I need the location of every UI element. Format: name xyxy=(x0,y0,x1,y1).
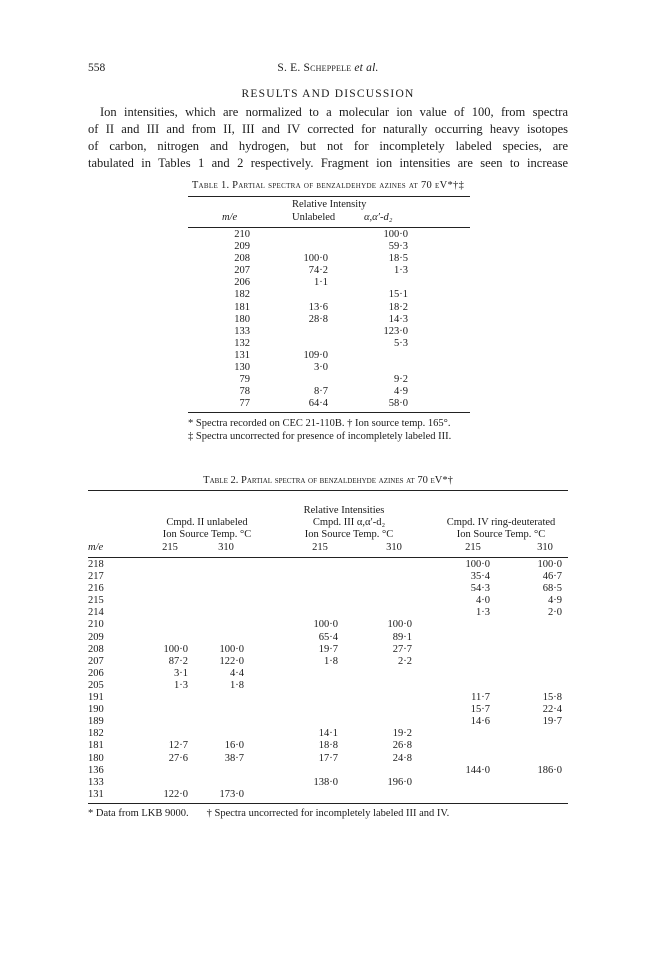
page-number: 558 xyxy=(88,62,106,74)
table-cell-me: 79 xyxy=(239,374,250,386)
table-cell: 186·0 xyxy=(537,764,562,776)
table-cell-me: 180 xyxy=(234,313,250,325)
table-cell: 58·0 xyxy=(388,398,408,410)
table-row xyxy=(188,229,470,241)
table-row xyxy=(88,692,568,704)
table-row xyxy=(188,374,470,386)
table-row xyxy=(88,571,568,583)
table-cell-me: 180 xyxy=(88,752,104,764)
table-cell: 196·0 xyxy=(387,776,412,788)
table-cell: 14·6 xyxy=(470,716,490,728)
table-cell: 15·7 xyxy=(470,704,490,716)
table-cell-me: 218 xyxy=(88,559,104,570)
table-cell-me: 210 xyxy=(234,229,250,240)
table-cell: 1·3 xyxy=(394,265,408,277)
table2-col-me: m/e xyxy=(88,542,104,553)
table2-label: Table 2. xyxy=(203,475,239,486)
table-cell: 11·7 xyxy=(471,692,490,704)
running-head-etal: et al. xyxy=(354,62,379,74)
table2-temp: 215 xyxy=(465,542,481,553)
body-paragraph xyxy=(88,104,568,172)
table-row xyxy=(88,607,568,619)
table-cell-me: 207 xyxy=(88,655,104,667)
table-row xyxy=(188,253,470,265)
table-cell: 3·0 xyxy=(314,362,328,374)
table-cell-me: 133 xyxy=(88,776,104,788)
table-cell: 100·0 xyxy=(303,253,328,265)
table-row xyxy=(88,583,568,595)
table-cell-me: 209 xyxy=(88,631,104,643)
table1-header xyxy=(188,197,470,227)
table-row xyxy=(88,753,568,765)
table-row xyxy=(88,619,568,631)
table1-caption xyxy=(88,180,568,191)
table2-cmpd3-temp: Ion Source Temp. °C xyxy=(304,529,394,540)
table-cell-me: 189 xyxy=(88,716,104,728)
table-cell: 18·8 xyxy=(318,740,338,752)
table-row xyxy=(88,668,568,680)
table-cell: 173·0 xyxy=(219,788,244,800)
table-cell: 64·4 xyxy=(308,398,328,410)
table-cell: 19·2 xyxy=(392,728,412,740)
table-cell: 59·3 xyxy=(388,241,408,253)
table-cell: 19·7 xyxy=(542,716,562,728)
table-cell-me: 207 xyxy=(234,265,250,277)
table2-body xyxy=(88,558,568,801)
table-row xyxy=(88,777,568,789)
table-cell-me: 181 xyxy=(88,740,104,752)
table-cell: 100·0 xyxy=(313,619,338,631)
table-cell: 100·0 xyxy=(163,643,188,655)
table-cell: 4·9 xyxy=(394,386,408,398)
table-cell: 3·1 xyxy=(174,667,188,679)
table-row xyxy=(88,789,568,801)
table-cell: 4·9 xyxy=(548,595,562,607)
table-row xyxy=(188,362,470,374)
table-row xyxy=(88,644,568,656)
table2-title: Partial spectra of benzaldehyde azines at 70 eV*† xyxy=(241,475,453,486)
table2-temp: 310 xyxy=(386,542,402,553)
table-row xyxy=(188,241,470,253)
paragraph-line: of II and III and from II, III and IV corrected for naturally occurring heavy isotopes xyxy=(88,122,568,136)
table-cell-me: 214 xyxy=(88,607,104,619)
table2-footnote-b: † Spectra uncorrected for incompletely labeled III and IV. xyxy=(206,807,450,819)
table-row xyxy=(88,656,568,668)
table-cell: 122·0 xyxy=(163,788,188,800)
table-row xyxy=(188,265,470,277)
table-cell: 1·8 xyxy=(324,655,338,667)
table2 xyxy=(88,490,568,819)
table-row xyxy=(188,350,470,362)
table-row xyxy=(88,740,568,752)
table-cell: 1·1 xyxy=(314,277,328,289)
table-cell: 87·2 xyxy=(168,655,188,667)
table-cell: 100·0 xyxy=(219,643,244,655)
table-row xyxy=(88,595,568,607)
table-cell: 8·7 xyxy=(314,386,328,398)
table-cell-me: 191 xyxy=(88,692,104,704)
table-cell-me: 133 xyxy=(234,325,250,337)
table-cell: 28·8 xyxy=(308,313,328,325)
table2-temp: 215 xyxy=(162,542,178,553)
table-cell: 15·8 xyxy=(542,692,562,704)
table-cell: 9·2 xyxy=(394,374,408,386)
table-cell: 5·3 xyxy=(394,337,408,349)
table-cell: 68·5 xyxy=(542,583,562,595)
section-heading: RESULTS AND DISCUSSION xyxy=(241,88,415,100)
table-cell: 144·0 xyxy=(465,764,490,776)
table2-footnote-a: * Data from LKB 9000. xyxy=(88,807,189,819)
table-cell: 27·7 xyxy=(392,643,412,655)
paragraph-line: tabulated in Tables 1 and 2 respectively. Fragment ion intensities are seen to increase xyxy=(88,156,568,170)
table2-temp: 215 xyxy=(312,542,328,553)
table-cell-me: 78 xyxy=(239,386,250,398)
table-row xyxy=(88,765,568,777)
table1-footnote: ‡ Spectra uncorrected for presence of incompletely labeled III. xyxy=(188,431,452,443)
table-row xyxy=(188,289,470,301)
table-cell: 89·1 xyxy=(392,631,412,643)
table1-label: Table 1. xyxy=(191,180,230,191)
table-row xyxy=(188,386,470,398)
table-cell: 22·4 xyxy=(542,704,562,716)
table-row xyxy=(88,716,568,728)
table-row xyxy=(88,704,568,716)
table1-group-header: Relative Intensity xyxy=(292,199,367,210)
table-cell-me: 182 xyxy=(88,728,104,740)
table-row xyxy=(188,326,470,338)
table-cell-me: 181 xyxy=(234,301,250,313)
table-cell: 15·1 xyxy=(388,289,408,301)
table-cell: 18·5 xyxy=(388,253,408,265)
table-cell: 4·4 xyxy=(230,667,244,679)
table1-col-me: m/e xyxy=(222,212,238,223)
table-cell: 100·0 xyxy=(537,559,562,570)
table-cell: 2·0 xyxy=(548,607,562,619)
table-cell-me: 206 xyxy=(234,277,250,289)
table-cell-me: 209 xyxy=(234,241,250,253)
table-cell: 100·0 xyxy=(387,619,412,631)
table-cell: 14·3 xyxy=(388,313,408,325)
table-cell: 35·4 xyxy=(470,571,490,583)
table2-temp: 310 xyxy=(537,542,553,553)
table2-cmpd2-temp: Ion Source Temp. °C xyxy=(162,529,252,540)
table-cell-me: 208 xyxy=(234,253,250,265)
table2-cmpd3-label: Cmpd. III α,α′-d₂ xyxy=(312,517,386,528)
table1-col-d2: α,α′-d₂ xyxy=(364,212,393,223)
table1-title: Partial spectra of benzaldehyde azines at 70 eV*†‡ xyxy=(232,180,465,191)
table-cell-me: 205 xyxy=(88,679,104,691)
table-cell-me: 136 xyxy=(88,764,104,776)
table-cell: 19·7 xyxy=(318,643,338,655)
table1 xyxy=(188,196,470,443)
table-cell: 4·0 xyxy=(476,595,490,607)
table-rule xyxy=(188,412,470,413)
table-cell: 14·1 xyxy=(318,728,338,740)
table1-col-unlabeled: Unlabeled xyxy=(292,212,336,223)
table-cell: 24·8 xyxy=(392,752,412,764)
table-cell: 109·0 xyxy=(303,349,328,361)
table2-caption xyxy=(88,475,568,486)
table-row xyxy=(88,728,568,740)
running-head-author: S. E. Scheppele xyxy=(277,62,352,74)
table-row xyxy=(188,338,470,350)
table-cell: 100·0 xyxy=(383,229,408,240)
table-cell-me: 217 xyxy=(88,571,104,583)
table-cell: 16·0 xyxy=(224,740,244,752)
table-row xyxy=(88,632,568,644)
table-cell: 123·0 xyxy=(383,325,408,337)
table-rule xyxy=(88,803,568,804)
running-head xyxy=(88,62,568,74)
table-cell: 18·2 xyxy=(388,301,408,313)
table-cell-me: 132 xyxy=(234,337,250,349)
table-cell: 2·2 xyxy=(398,655,412,667)
table-cell-me: 77 xyxy=(239,398,250,410)
table-cell: 27·6 xyxy=(168,752,188,764)
table-cell-me: 216 xyxy=(88,583,104,595)
table2-cmpd2-label: Cmpd. II unlabeled xyxy=(166,517,248,528)
table-cell: 13·6 xyxy=(308,301,328,313)
table-cell-me: 130 xyxy=(234,362,250,374)
table-cell-me: 182 xyxy=(234,289,250,301)
table-cell: 74·2 xyxy=(308,265,328,277)
table1-footnote: * Spectra recorded on CEC 21-110B. † Ion source temp. 165°. xyxy=(188,418,451,430)
table-cell: 138·0 xyxy=(313,776,338,788)
table-cell: 17·7 xyxy=(318,752,338,764)
table-cell-me: 215 xyxy=(88,595,104,607)
table2-cmpd4-label: Cmpd. IV ring-deuterated xyxy=(446,517,556,528)
table-cell-me: 208 xyxy=(88,643,104,655)
table-cell: 12·7 xyxy=(168,740,188,752)
table1-body xyxy=(188,228,470,410)
table2-group-header: Relative Intensities xyxy=(303,505,385,516)
table-row xyxy=(188,277,470,289)
table-row xyxy=(88,559,568,571)
paragraph-line: of carbon, nitrogen and hydrogen, but not for incompletely labeled species, are xyxy=(88,139,568,153)
table2-temp: 310 xyxy=(218,542,234,553)
table-cell: 1·8 xyxy=(230,679,244,691)
table2-cmpd4-temp: Ion Source Temp. °C xyxy=(456,529,546,540)
table-row xyxy=(188,398,470,410)
table-cell-me: 190 xyxy=(88,704,104,716)
table-cell-me: 131 xyxy=(234,349,250,361)
paragraph-line: Ion intensities, which are normalized to a molecular ion value of 100, from spectra xyxy=(100,105,568,119)
table-cell: 122·0 xyxy=(219,655,244,667)
table2-header xyxy=(88,491,568,557)
table-cell: 38·7 xyxy=(224,752,244,764)
table-cell: 100·0 xyxy=(465,559,490,570)
table-cell-me: 131 xyxy=(88,788,104,800)
table-cell: 1·3 xyxy=(476,607,490,619)
table-cell-me: 210 xyxy=(88,619,104,631)
table-cell: 65·4 xyxy=(318,631,338,643)
table-row xyxy=(188,314,470,326)
table-row xyxy=(88,680,568,692)
table2-footnote xyxy=(88,808,568,819)
table-cell: 54·3 xyxy=(470,583,490,595)
table-cell-me: 206 xyxy=(88,667,104,679)
table-cell: 46·7 xyxy=(542,571,562,583)
table-row xyxy=(188,302,470,314)
table-cell: 1·3 xyxy=(174,679,188,691)
table-cell: 26·8 xyxy=(392,740,412,752)
